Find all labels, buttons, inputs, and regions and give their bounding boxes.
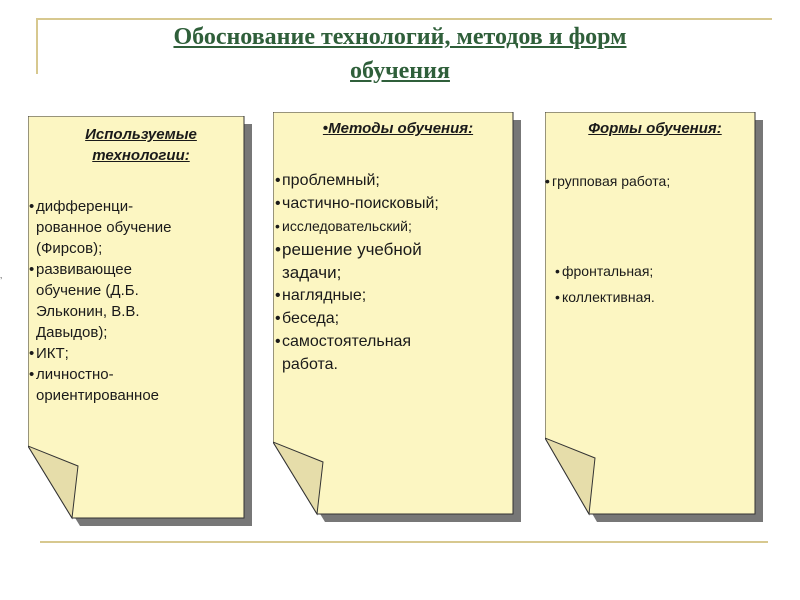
list-item [562, 261, 765, 281]
item-line: работа. [282, 356, 338, 373]
decor-bottom-rule [40, 541, 768, 543]
list-item [282, 284, 523, 307]
list-item [552, 171, 765, 191]
title-line-2: обучения [350, 58, 450, 84]
list-item [282, 169, 523, 192]
item-line: • проблемный; [282, 172, 380, 189]
technologies-heading-line-2: технологии: [92, 147, 190, 164]
item-line: • наглядные; [282, 287, 367, 304]
technologies-heading [28, 124, 254, 166]
item-line: Давыдов); [36, 324, 108, 341]
list-item [282, 330, 523, 376]
list-item [282, 307, 523, 330]
forms-card [545, 112, 765, 524]
technologies-heading-line-1: Используемые [85, 126, 197, 143]
item-line: • групповая работа; [552, 173, 671, 189]
bullet-glyph: • [322, 120, 329, 137]
item-line: рованное обучение [36, 219, 172, 236]
item-line: • фронтальная; [562, 263, 654, 279]
list-item [282, 238, 523, 284]
decor-vertical-rule [36, 18, 38, 74]
slide-title [60, 20, 740, 88]
item-line: • решение учебной [282, 240, 422, 259]
methods-heading-text: Методы обучения: [328, 120, 474, 137]
item-line: • коллективная. [562, 289, 655, 305]
list-item [36, 196, 254, 259]
item-line: • развивающее [36, 261, 132, 278]
item-line: • самостоятельная [282, 333, 412, 350]
item-line: обучение (Д.Б. [36, 282, 139, 299]
item-line: задачи; [282, 263, 342, 282]
methods-list [273, 169, 523, 376]
list-item [282, 215, 523, 238]
list-item [36, 343, 254, 364]
technologies-card [28, 116, 254, 528]
forms-list [545, 171, 765, 307]
list-item [562, 287, 765, 307]
item-line: (Фирсов); [36, 240, 103, 257]
item-line: • исследовательский; [282, 218, 412, 234]
methods-heading [273, 118, 523, 139]
methods-card [273, 112, 523, 524]
item-line: • беседа; [282, 310, 340, 327]
forms-heading: Формы обучения: [588, 120, 722, 137]
item-line: • дифференци- [36, 198, 134, 215]
item-line: ориентированное [36, 387, 160, 404]
stray-mark: ‚ [0, 270, 3, 281]
list-item [36, 259, 254, 343]
item-line: • ИКТ; [36, 345, 69, 362]
technologies-list [28, 196, 254, 406]
item-line: Эльконин, В.В. [36, 303, 140, 320]
item-line: • личностно- [36, 366, 114, 383]
list-item [282, 192, 523, 215]
item-line: • частично-поисковый; [282, 195, 439, 212]
title-line-1: Обоснование технологий, методов и форм [173, 24, 627, 50]
list-item [36, 364, 254, 406]
